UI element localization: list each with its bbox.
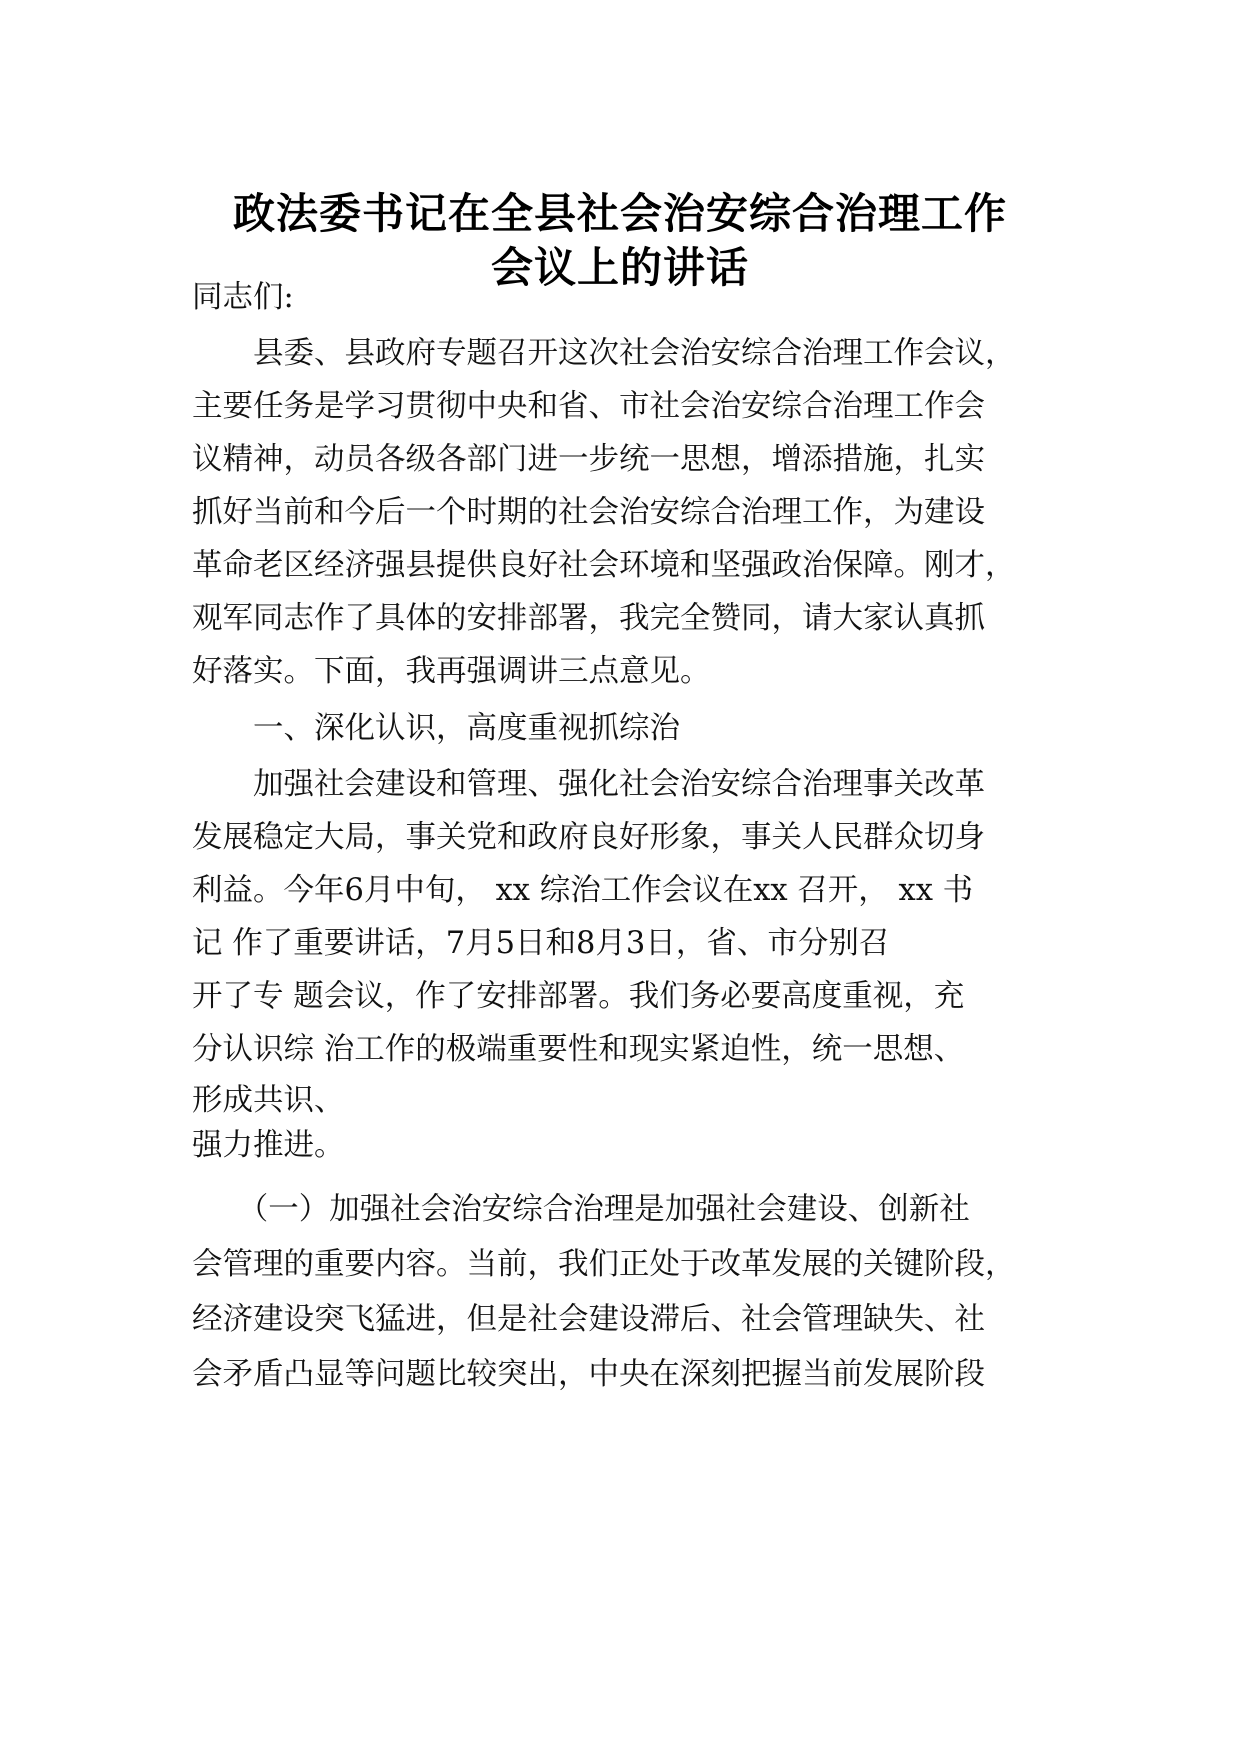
text-line: 革命老区经济强县提供良好社会环境和坚强政治保障。刚才， xyxy=(192,548,1016,583)
text-line: 开了专 题会议，作了安排部署。我们务必要高度重视，充 xyxy=(192,979,965,1014)
text-line: 好落实。下面，我再强调讲三点意见。 xyxy=(192,654,711,689)
text-line: 经济建设突飞猛进，但是社会建设滞后、社会管理缺失、社 xyxy=(192,1302,985,1337)
text-line: 观军同志作了具体的安排部署，我完全赞同，请大家认真抓 xyxy=(192,601,985,636)
text-line: 利益。今年6月中旬， xx 综治工作会议在xx 召开， xx 书 xyxy=(192,873,974,908)
subsection-line: （一）加强社会治安综合治理是加强社会建设、创新社 xyxy=(192,1192,970,1227)
text-line: 分认识综 治工作的极端重要性和现实紧迫性，统一思想、 xyxy=(192,1032,965,1067)
document-title-line-1: 政法委书记在全县社会治安综合治理工作 xyxy=(232,189,1007,238)
text-line: 发展稳定大局，事关党和政府良好形象，事关人民群众切身 xyxy=(192,820,985,855)
text-line: 记 作了重要讲话，7月5日和8月3日，省、市分别召 xyxy=(192,926,890,961)
text-line: 县委、县政府专题召开这次社会治安综合治理工作会议， xyxy=(192,336,1016,371)
text-line: 主要任务是学习贯彻中央和省、市社会治安综合治理工作会 xyxy=(192,389,985,424)
document-title-line-2: 会议上的讲话 xyxy=(490,243,749,292)
text-line: 加强社会建设和管理、强化社会治安综合治理事关改革 xyxy=(192,767,985,802)
salutation: 同志们: xyxy=(192,280,294,315)
text-line: 抓好当前和今后一个时期的社会治安综合治理工作，为建设 xyxy=(192,495,985,530)
text-line: 强力推进。 xyxy=(192,1128,345,1163)
text-line: 会管理的重要内容。当前，我们正处于改革发展的关键阶段， xyxy=(192,1247,1016,1282)
text-line: 形成共识、 xyxy=(192,1083,345,1118)
text-line: 会矛盾凸显等问题比较突出，中央在深刻把握当前发展阶段 xyxy=(192,1357,985,1392)
text-line: 议精神，动员各级各部门进一步统一思想，增添措施，扎实 xyxy=(192,442,985,477)
section-heading: 一、深化认识，高度重视抓综治 xyxy=(192,711,680,746)
